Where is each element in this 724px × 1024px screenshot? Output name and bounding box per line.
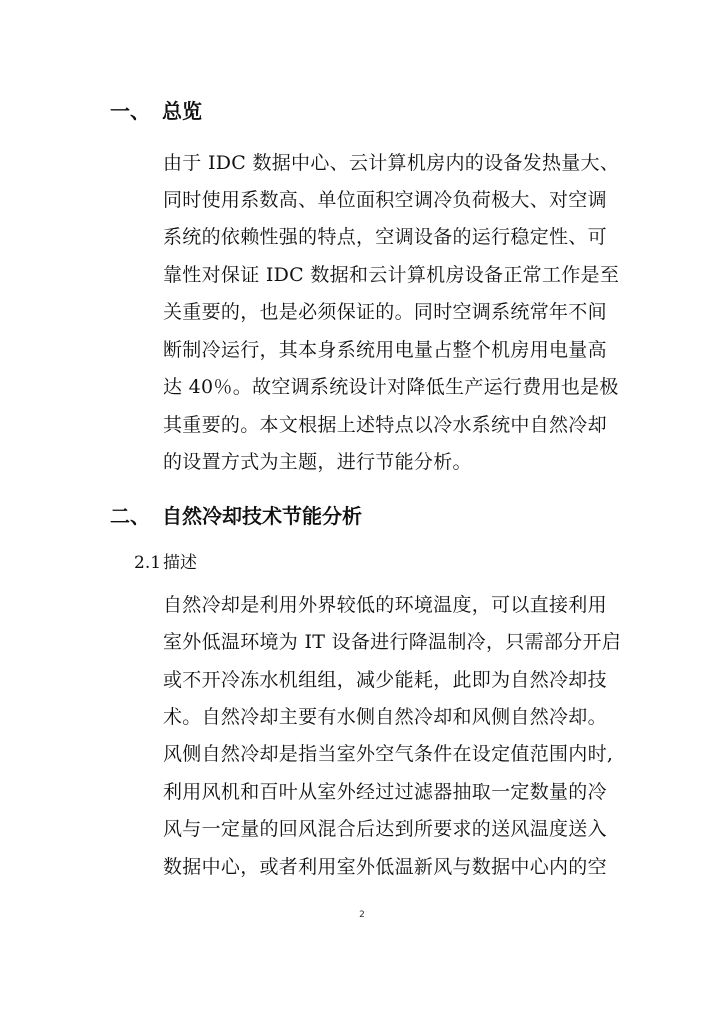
- page-number: 2: [359, 910, 365, 920]
- section-title: 总览: [162, 99, 202, 123]
- text-line: 利用风机和百叶从室外经过过滤器抽取一定数量的冷: [163, 781, 607, 803]
- text-line: 风侧自然冷却是指当室外空气条件在设定值范围内时,: [163, 743, 614, 765]
- subsection-title: 描述: [163, 553, 198, 573]
- text-line: 自然冷却是利用外界较低的环境温度，可以直接利用: [163, 594, 607, 616]
- section-title: 自然冷却技术节能分析: [162, 504, 362, 528]
- text-line: 风与一定量的回风混合后达到所要求的送风温度送入: [163, 818, 607, 840]
- text-line: 关重要的，也是必须保证的。同时空调系统常年不间: [163, 301, 607, 323]
- subsection-number: 2.1: [134, 553, 162, 573]
- text-line: 由于 IDC 数据中心、云计算机房内的设备发热量大、: [163, 152, 620, 174]
- text-line: 室外低温环境为 IT 设备进行降温制冷，只需部分开启: [163, 631, 622, 653]
- text-line: 数据中心，或者利用室外低温新风与数据中心内的空: [163, 856, 607, 878]
- text-line: 的设置方式为主题，进行节能分析。: [163, 451, 472, 473]
- section-heading-natural-cooling: [110, 500, 362, 529]
- text-line: 同时使用系数高、单位面积空调冷负荷极大、对空调: [163, 189, 607, 211]
- text-line: 靠性对保证 IDC 数据和云计算机房设备正常工作是至: [163, 264, 620, 286]
- text-line: 系统的依赖性强的特点，空调设备的运行稳定性、可: [163, 226, 607, 248]
- text-line: 达 40％。故空调系统设计对降低生产运行费用也是极: [163, 376, 619, 398]
- section-number: 一、: [110, 99, 150, 123]
- text-line: 断制冷运行，其本身系统用电量占整个机房用电量高: [163, 339, 607, 361]
- text-line: 或不开冷冻水机组组，减少能耗，此即为自然冷却技: [163, 669, 607, 691]
- text-line: 术。自然冷却主要有水侧自然冷却和风侧自然冷却。: [163, 706, 607, 728]
- section-heading-overview: [110, 95, 202, 124]
- subsection-heading: [134, 548, 197, 573]
- section-number: 二、: [110, 504, 150, 528]
- text-line: 其重要的。本文根据上述特点以冷水系统中自然冷却: [163, 414, 607, 436]
